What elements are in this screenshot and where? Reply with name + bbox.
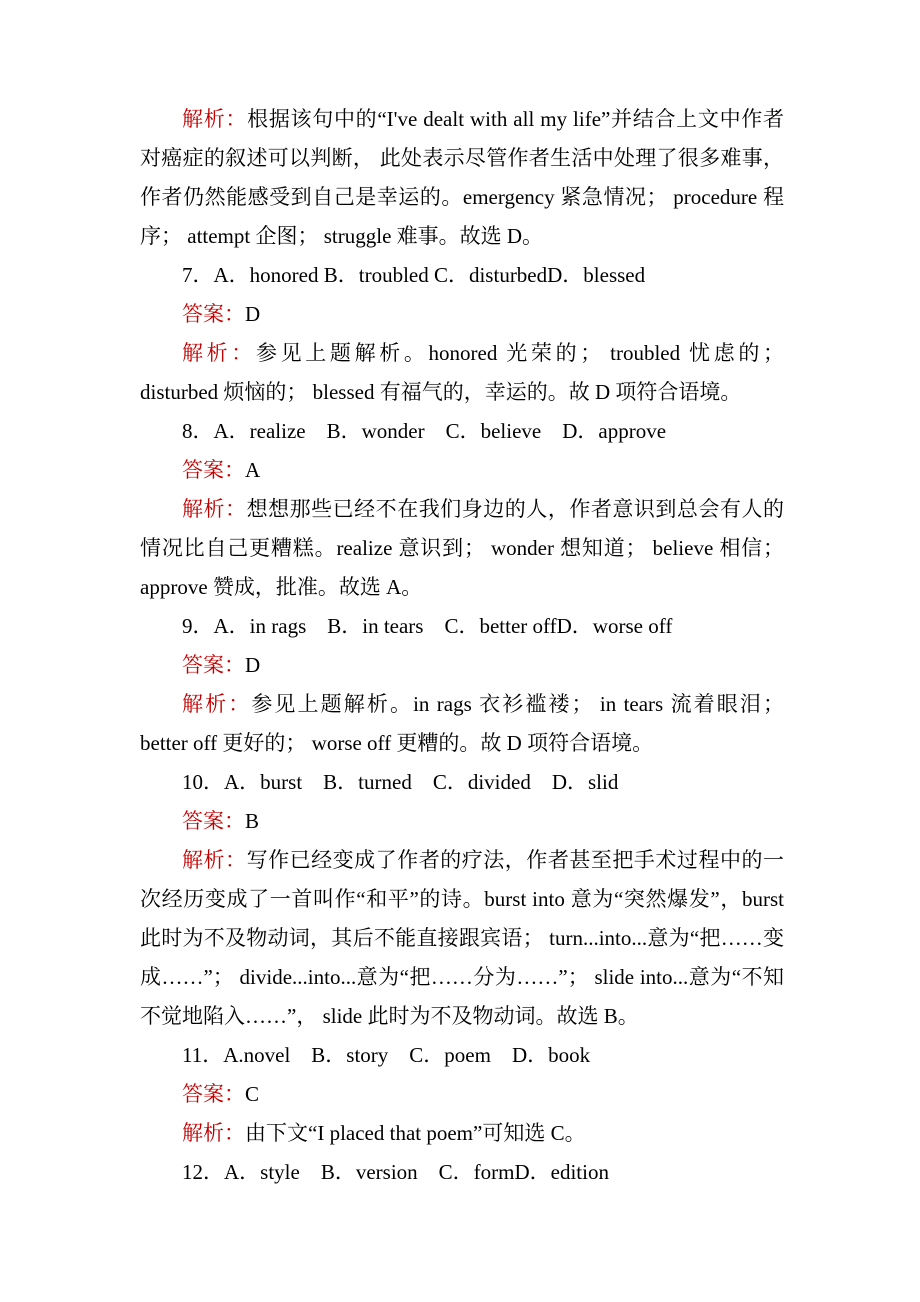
options-line (140, 412, 784, 451)
analysis-text: 参见上题解析。in rags 衣衫褴褛； in tears 流着眼泪； better off 更好的； worse off 更糟的。故 D 项符合语境。 (140, 692, 785, 755)
options-text: 8．A．realize B．wonder C．believe D．approve (182, 419, 667, 443)
answer-line (140, 646, 784, 685)
answer-text: A (245, 458, 261, 482)
answer-label: 答案： (182, 302, 245, 326)
analysis-paragraph (140, 1114, 784, 1153)
answer-text: C (245, 1082, 260, 1106)
answer-text: B (245, 809, 260, 833)
answer-line (140, 451, 784, 490)
answer-label: 答案： (182, 458, 245, 482)
analysis-label: 解析： (182, 341, 256, 365)
analysis-paragraph (140, 100, 784, 256)
answer-label: 答案： (182, 1082, 245, 1106)
answer-label: 答案： (182, 653, 245, 677)
analysis-text: 想想那些已经不在我们身边的人，作者意识到总会有人的情况比自己更糟糕。realize 意识到； wonder 想知道； believe 相信； approve 赞成，批准。故选 A。 (140, 497, 785, 599)
answer-text: D (245, 302, 261, 326)
answer-line (140, 802, 784, 841)
answer-text: D (245, 653, 261, 677)
options-text: 7．A．honored B．troubled C．disturbedD．blessed (182, 263, 646, 287)
analysis-paragraph (140, 490, 784, 607)
options-line (140, 1036, 784, 1075)
analysis-text: 参见上题解析。honored 光荣的； troubled 忧虑的； disturbed 烦恼的； blessed 有福气的，幸运的。故 D 项符合语境。 (140, 341, 785, 404)
options-text: 11．A.novel B．story C．poem D．book (182, 1043, 591, 1067)
options-line (140, 256, 784, 295)
answer-line (140, 295, 784, 334)
answer-line (140, 1075, 784, 1114)
options-line (140, 763, 784, 802)
options-text: 10．A．burst B．turned C．divided D．slid (182, 770, 619, 794)
analysis-text: 由下文“I placed that poem”可知选 C。 (245, 1121, 586, 1145)
options-line (140, 1153, 784, 1192)
analysis-paragraph (140, 685, 784, 763)
options-text: 12．A．style B．version C．formD．edition (182, 1160, 609, 1184)
analysis-label: 解析： (182, 107, 248, 131)
analysis-label: 解析： (182, 848, 247, 872)
answer-label: 答案： (182, 809, 245, 833)
analysis-text: 根据该句中的“I've dealt with all my life”并结合上文中作者对癌症的叙述可以判断， 此处表示尽管作者生活中处理了很多难事，作者仍然能感受到自己是幸运的。emergency 紧急情况； procedure 程序； attempt 企图； struggle 难事。故选 D。 (140, 107, 784, 248)
analysis-paragraph (140, 334, 784, 412)
analysis-text: 写作已经变成了作者的疗法，作者甚至把手术过程中的一次经历变成了一首叫作“和平”的诗。burst into 意为“突然爆发”，burst 此时为不及物动词，其后不能直接跟宾语； turn...into...意为“把……变成……”； divide...into...意为“把……分为……”； slide into...意为“不知不觉地陷入……”， slide 此时为不及物动词。故选 B。 (140, 848, 785, 1028)
analysis-label: 解析： (182, 497, 247, 521)
analysis-label: 解析： (182, 692, 252, 716)
analysis-paragraph (140, 841, 784, 1036)
options-line (140, 607, 784, 646)
options-text: 9．A．in rags B．in tears C．better offD．worse off (182, 614, 673, 638)
analysis-label: 解析： (182, 1121, 245, 1145)
